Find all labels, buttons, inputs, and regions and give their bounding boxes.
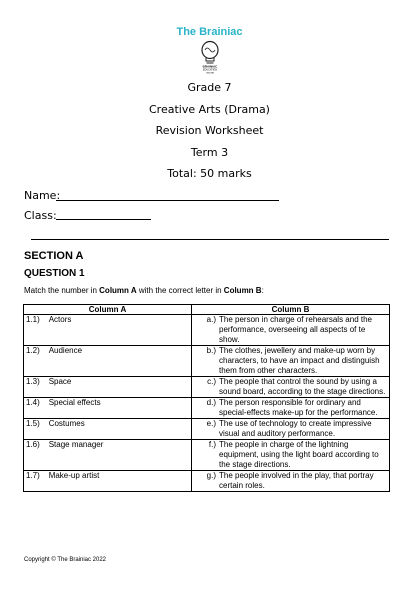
total-marks-heading: Total: 50 marks [167,167,252,180]
column-a-cell [24,315,192,346]
column-a-cell [24,377,192,398]
item-term: Make-up artist [48,471,100,480]
logo-text-online: ONLINE [205,72,215,74]
class-label: Class: [24,209,57,222]
table-row [24,471,390,492]
brainiac-logo [196,40,224,74]
item-letter: g.) [206,471,216,480]
brand-name: The Brainiac [176,26,243,38]
column-b-cell [192,419,390,440]
divider-line [31,239,389,240]
item-term: Special effects [48,398,101,407]
logo-text-education: EDUCATION [203,68,217,72]
column-a-header: Column A [24,305,192,315]
item-number: 1.1) [26,315,40,324]
item-letter: c.) [207,377,216,386]
item-definition: The person responsible for ordinary and special-effects make-up for the performance. [219,398,378,417]
copyright-text: Copyright © The Brainiac 2022 [24,557,107,563]
column-b-header: Column B [192,305,390,315]
item-letter: e.) [206,419,216,428]
column-b-cell [192,398,390,419]
column-b-cell [192,315,390,346]
item-definition: The person in charge of rehearsals and the performance, overseeing all aspects of te show. [219,315,372,344]
item-term: Actors [48,315,72,324]
term-heading: Term 3 [190,146,229,159]
item-definition: The people that control the sound by using a sound board, according to the stage directions. [219,377,386,396]
item-definition: The people in charge of the lightning equipment, using the light board according to the stage directions. [219,440,379,469]
table-row [24,440,390,471]
grade-heading: Grade 7 [187,81,232,94]
item-letter: b.) [206,346,216,355]
item-definition: The clothes, jewellery and make-up worn by characters, to have an impact and distinguish them from other characters. [219,346,380,375]
item-letter: d.) [206,398,216,407]
item-letter: f.) [208,440,216,449]
item-term: Stage manager [48,440,104,449]
table-row [24,398,390,419]
item-term: Space [48,377,72,386]
item-number: 1.2) [26,346,40,355]
item-definition: The people involved in the play, that portray certain roles. [219,471,374,490]
instruction-text: Match the number in Column A with the correct letter in Column B: [24,286,264,295]
lightbulb-icon [196,40,224,74]
item-number: 1.6) [26,440,40,449]
table-row [24,315,390,346]
column-b-cell [192,471,390,492]
column-a-cell [24,398,192,419]
table-row [24,377,390,398]
table-row [24,419,390,440]
class-field-line[interactable] [56,219,151,220]
logo-text-main: BRAINIAC [202,64,218,69]
subject-heading: Creative Arts (Drama) [149,103,270,116]
column-b-cell [192,440,390,471]
item-term: Audience [48,346,83,355]
item-term: Costumes [48,419,85,428]
item-letter: a.) [206,315,216,324]
matching-table [23,304,390,492]
name-label: Name: [24,189,61,202]
item-number: 1.4) [26,398,40,407]
question-title: QUESTION 1 [24,268,85,279]
column-b-cell [192,346,390,377]
column-a-cell [24,419,192,440]
column-a-cell [24,440,192,471]
item-number: 1.3) [26,377,40,386]
column-b-cell [192,377,390,398]
column-a-cell [24,471,192,492]
section-title: SECTION A [24,250,84,262]
doc-type-heading: Revision Worksheet [155,124,264,137]
item-number: 1.7) [26,471,40,480]
item-definition: The use of technology to create impressive visual and auditory performance. [219,419,372,438]
column-a-cell [24,346,192,377]
name-field-line[interactable] [56,200,279,201]
item-number: 1.5) [26,419,40,428]
table-row [24,346,390,377]
